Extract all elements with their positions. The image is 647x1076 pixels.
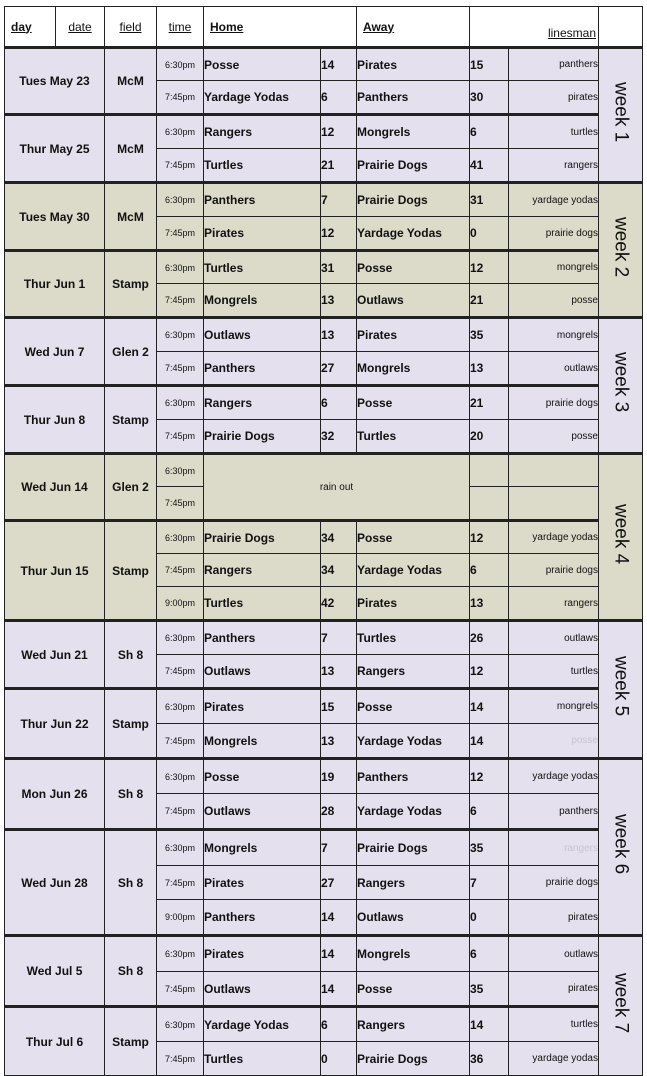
- away-team-cell: Mongrels: [357, 352, 470, 386]
- home-score-cell: 14: [321, 936, 357, 972]
- away-score-cell: 6: [470, 936, 509, 972]
- time-cell: 6:30pm: [157, 386, 204, 420]
- away-score-cell: 20: [470, 420, 509, 454]
- home-team-cell: Pirates: [204, 866, 321, 900]
- game-row: [5, 115, 643, 149]
- time-cell: 6:30pm: [157, 1007, 204, 1042]
- home-score-cell: 7: [321, 830, 357, 866]
- game-row: [5, 251, 643, 284]
- away-score-cell: 14: [470, 1007, 509, 1042]
- away-score-cell: 21: [470, 284, 509, 318]
- time-cell: 7:45pm: [157, 724, 204, 759]
- week-label: week 7: [610, 972, 632, 1034]
- week-label-cell: [599, 936, 643, 1076]
- header-row: [5, 7, 643, 48]
- time-cell: 7:45pm: [157, 284, 204, 318]
- time-cell: 6:30pm: [157, 454, 204, 487]
- linesman-cell: panthers: [509, 48, 599, 81]
- away-score-cell: 31: [470, 183, 509, 217]
- linesman-cell: [509, 454, 599, 487]
- day-date-cell: Thur Jun 8: [5, 386, 105, 454]
- home-score-cell: 0: [321, 1042, 357, 1076]
- day-date-cell: Thur Jun 1: [5, 251, 105, 318]
- home-team-cell: Rangers: [204, 554, 321, 587]
- away-score-cell: 14: [470, 689, 509, 724]
- field-cell: Stamp: [105, 1007, 157, 1076]
- linesman-cell: mongrels: [509, 689, 599, 724]
- linesman-cell: rangers: [509, 149, 599, 183]
- header-day: day: [5, 7, 56, 48]
- home-score-cell: 31: [321, 251, 357, 284]
- home-score-cell: 6: [321, 386, 357, 420]
- field-cell: McM: [105, 115, 157, 183]
- away-team-cell: Posse: [357, 521, 470, 554]
- away-team-cell: Posse: [357, 251, 470, 284]
- week-label-cell: [599, 454, 643, 621]
- away-score-cell: 6: [470, 115, 509, 149]
- day-date-cell: Tues May 30: [5, 183, 105, 251]
- linesman-cell: mongrels: [509, 251, 599, 284]
- week-label: week 4: [610, 503, 632, 565]
- schedule-body: [5, 7, 643, 1076]
- away-score-cell: 12: [470, 655, 509, 689]
- time-cell: 6:30pm: [157, 521, 204, 554]
- home-score-cell: 12: [321, 217, 357, 251]
- away-team-cell: Mongrels: [357, 936, 470, 972]
- time-cell: 6:30pm: [157, 183, 204, 217]
- field-cell: McM: [105, 48, 157, 115]
- time-cell: 7:45pm: [157, 866, 204, 900]
- time-cell: 6:30pm: [157, 318, 204, 352]
- game-row: [5, 48, 643, 81]
- linesman-cell: yardage yodas: [509, 759, 599, 794]
- day-date-cell: Thur Jun 22: [5, 689, 105, 759]
- home-score-cell: 14: [321, 48, 357, 81]
- game-row: [5, 689, 643, 724]
- home-score-cell: 34: [321, 521, 357, 554]
- away-score-cell: 36: [470, 1042, 509, 1076]
- game-row: [5, 759, 643, 794]
- away-team-cell: Outlaws: [357, 900, 470, 936]
- home-score-cell: 27: [321, 352, 357, 386]
- home-team-cell: Prairie Dogs: [204, 420, 321, 454]
- game-row: [5, 183, 643, 217]
- home-team-cell: Yardage Yodas: [204, 1007, 321, 1042]
- away-team-cell: Yardage Yodas: [357, 724, 470, 759]
- home-team-cell: Yardage Yodas: [204, 81, 321, 115]
- away-score-cell: [470, 487, 509, 521]
- schedule-table: [4, 6, 643, 1076]
- day-date-cell: Wed Jun 14: [5, 454, 105, 521]
- home-score-cell: 13: [321, 318, 357, 352]
- linesman-cell: outlaws: [509, 621, 599, 655]
- home-score-cell: 6: [321, 81, 357, 115]
- header-field: field: [105, 7, 157, 48]
- home-score-cell: 12: [321, 115, 357, 149]
- home-team-cell: Outlaws: [204, 655, 321, 689]
- away-score-cell: 12: [470, 251, 509, 284]
- week-label: week 1: [610, 81, 632, 143]
- away-team-cell: Yardage Yodas: [357, 794, 470, 830]
- away-score-cell: 15: [470, 48, 509, 81]
- header-week-blank: [599, 7, 643, 48]
- home-team-cell: Posse: [204, 759, 321, 794]
- away-team-cell: Pirates: [357, 48, 470, 81]
- away-team-cell: Pirates: [357, 318, 470, 352]
- away-team-cell: Turtles: [357, 621, 470, 655]
- away-team-cell: Pirates: [357, 587, 470, 621]
- home-score-cell: 27: [321, 866, 357, 900]
- time-cell: 9:00pm: [157, 587, 204, 621]
- field-cell: Glen 2: [105, 318, 157, 386]
- day-date-cell: Thur May 25: [5, 115, 105, 183]
- home-team-cell: Pirates: [204, 689, 321, 724]
- away-team-cell: Outlaws: [357, 284, 470, 318]
- time-cell: 7:45pm: [157, 420, 204, 454]
- linesman-cell: turtles: [509, 1007, 599, 1042]
- away-score-cell: 6: [470, 554, 509, 587]
- time-cell: 6:30pm: [157, 48, 204, 81]
- field-cell: McM: [105, 183, 157, 251]
- linesman-cell: prairie dogs: [509, 554, 599, 587]
- home-score-cell: 19: [321, 759, 357, 794]
- time-cell: 7:45pm: [157, 352, 204, 386]
- home-team-cell: Pirates: [204, 217, 321, 251]
- home-team-cell: Turtles: [204, 1042, 321, 1076]
- away-score-cell: 14: [470, 724, 509, 759]
- field-cell: Glen 2: [105, 454, 157, 521]
- linesman-cell: outlaws: [509, 352, 599, 386]
- away-team-cell: Yardage Yodas: [357, 217, 470, 251]
- home-score-cell: 14: [321, 972, 357, 1007]
- linesman-cell: posse: [509, 420, 599, 454]
- linesman-cell: prairie dogs: [509, 386, 599, 420]
- linesman-cell: prairie dogs: [509, 866, 599, 900]
- week-label-cell: [599, 183, 643, 318]
- home-score-cell: 28: [321, 794, 357, 830]
- day-date-cell: Thur Jun 15: [5, 521, 105, 621]
- field-cell: Sh 8: [105, 759, 157, 830]
- away-team-cell: Posse: [357, 386, 470, 420]
- header-linesman: linesman: [470, 7, 599, 48]
- linesman-cell: panthers: [509, 794, 599, 830]
- away-score-cell: 12: [470, 521, 509, 554]
- away-team-cell: Prairie Dogs: [357, 830, 470, 866]
- week-label: week 6: [610, 813, 632, 875]
- time-cell: 6:30pm: [157, 759, 204, 794]
- time-cell: 7:45pm: [157, 1042, 204, 1076]
- home-team-cell: Posse: [204, 48, 321, 81]
- field-cell: Sh 8: [105, 830, 157, 936]
- away-score-cell: 7: [470, 866, 509, 900]
- away-team-cell: Posse: [357, 972, 470, 1007]
- game-row: [5, 936, 643, 972]
- linesman-cell: posse: [509, 284, 599, 318]
- home-score-cell: 21: [321, 149, 357, 183]
- home-team-cell: Prairie Dogs: [204, 521, 321, 554]
- day-date-cell: Wed Jun 21: [5, 621, 105, 689]
- week-label-cell: [599, 759, 643, 936]
- field-cell: Stamp: [105, 521, 157, 621]
- home-team-cell: Panthers: [204, 621, 321, 655]
- header-date: date: [56, 7, 105, 48]
- home-score-cell: 34: [321, 554, 357, 587]
- linesman-cell: posse: [509, 724, 599, 759]
- away-score-cell: 6: [470, 794, 509, 830]
- away-score-cell: [470, 454, 509, 487]
- time-cell: 7:45pm: [157, 149, 204, 183]
- home-score-cell: 13: [321, 655, 357, 689]
- away-team-cell: Mongrels: [357, 115, 470, 149]
- week-label: week 2: [610, 216, 632, 278]
- away-team-cell: Rangers: [357, 1007, 470, 1042]
- away-score-cell: 26: [470, 621, 509, 655]
- day-date-cell: Tues May 23: [5, 48, 105, 115]
- header-away: Away: [357, 7, 470, 48]
- away-score-cell: 13: [470, 352, 509, 386]
- home-team-cell: Turtles: [204, 149, 321, 183]
- rain-out-cell: rain out: [204, 454, 470, 521]
- linesman-cell: rangers: [509, 587, 599, 621]
- linesman-cell: rangers: [509, 830, 599, 866]
- time-cell: 9:00pm: [157, 900, 204, 936]
- field-cell: Stamp: [105, 386, 157, 454]
- header-home: Home: [204, 7, 357, 48]
- home-team-cell: Mongrels: [204, 830, 321, 866]
- time-cell: 7:45pm: [157, 81, 204, 115]
- day-date-cell: Wed Jun 28: [5, 830, 105, 936]
- time-cell: 6:30pm: [157, 830, 204, 866]
- home-team-cell: Panthers: [204, 900, 321, 936]
- game-row: [5, 830, 643, 866]
- day-date-cell: Wed Jun 7: [5, 318, 105, 386]
- away-team-cell: Panthers: [357, 759, 470, 794]
- game-row: [5, 521, 643, 554]
- field-cell: Stamp: [105, 251, 157, 318]
- time-cell: 7:45pm: [157, 554, 204, 587]
- game-row: [5, 621, 643, 655]
- away-team-cell: Prairie Dogs: [357, 183, 470, 217]
- time-cell: 7:45pm: [157, 655, 204, 689]
- home-team-cell: Turtles: [204, 587, 321, 621]
- week-label: week 5: [610, 656, 632, 717]
- linesman-cell: [509, 487, 599, 521]
- away-score-cell: 35: [470, 830, 509, 866]
- home-team-cell: Mongrels: [204, 724, 321, 759]
- time-cell: 6:30pm: [157, 936, 204, 972]
- time-cell: 7:45pm: [157, 972, 204, 1007]
- home-score-cell: 7: [321, 183, 357, 217]
- week-label-cell: [599, 318, 643, 454]
- linesman-cell: yardage yodas: [509, 183, 599, 217]
- game-row: [5, 1007, 643, 1042]
- time-cell: 7:45pm: [157, 794, 204, 830]
- week-label-cell: [599, 48, 643, 183]
- linesman-cell: prairie dogs: [509, 217, 599, 251]
- field-cell: Sh 8: [105, 621, 157, 689]
- field-cell: Stamp: [105, 689, 157, 759]
- home-score-cell: 32: [321, 420, 357, 454]
- away-team-cell: Panthers: [357, 81, 470, 115]
- home-score-cell: 15: [321, 689, 357, 724]
- away-score-cell: 30: [470, 81, 509, 115]
- linesman-cell: pirates: [509, 81, 599, 115]
- time-cell: 7:45pm: [157, 487, 204, 521]
- game-row: [5, 318, 643, 352]
- home-score-cell: 13: [321, 284, 357, 318]
- linesman-cell: pirates: [509, 972, 599, 1007]
- away-team-cell: Yardage Yodas: [357, 554, 470, 587]
- game-row: [5, 454, 643, 487]
- away-team-cell: Posse: [357, 689, 470, 724]
- home-team-cell: Rangers: [204, 115, 321, 149]
- away-team-cell: Rangers: [357, 655, 470, 689]
- away-team-cell: Prairie Dogs: [357, 1042, 470, 1076]
- day-date-cell: Thur Jul 6: [5, 1007, 105, 1076]
- week-label-cell: [599, 621, 643, 759]
- home-score-cell: 13: [321, 724, 357, 759]
- away-score-cell: 35: [470, 972, 509, 1007]
- away-score-cell: 21: [470, 386, 509, 420]
- linesman-cell: yardage yodas: [509, 1042, 599, 1076]
- home-team-cell: Mongrels: [204, 284, 321, 318]
- home-score-cell: 6: [321, 1007, 357, 1042]
- week-label: week 3: [610, 352, 632, 413]
- linesman-cell: turtles: [509, 655, 599, 689]
- home-team-cell: Outlaws: [204, 972, 321, 1007]
- away-score-cell: 35: [470, 318, 509, 352]
- home-team-cell: Outlaws: [204, 794, 321, 830]
- away-score-cell: 0: [470, 217, 509, 251]
- away-team-cell: Prairie Dogs: [357, 149, 470, 183]
- time-cell: 7:45pm: [157, 217, 204, 251]
- linesman-cell: turtles: [509, 115, 599, 149]
- linesman-cell: pirates: [509, 900, 599, 936]
- home-score-cell: 14: [321, 900, 357, 936]
- home-team-cell: Pirates: [204, 936, 321, 972]
- day-date-cell: Wed Jul 5: [5, 936, 105, 1007]
- home-score-cell: 7: [321, 621, 357, 655]
- field-cell: Sh 8: [105, 936, 157, 1007]
- away-score-cell: 41: [470, 149, 509, 183]
- linesman-cell: outlaws: [509, 936, 599, 972]
- home-score-cell: 42: [321, 587, 357, 621]
- header-time: time: [157, 7, 204, 48]
- time-cell: 6:30pm: [157, 251, 204, 284]
- home-team-cell: Rangers: [204, 386, 321, 420]
- time-cell: 6:30pm: [157, 689, 204, 724]
- away-team-cell: Rangers: [357, 866, 470, 900]
- home-team-cell: Panthers: [204, 183, 321, 217]
- home-team-cell: Outlaws: [204, 318, 321, 352]
- away-score-cell: 12: [470, 759, 509, 794]
- home-team-cell: Panthers: [204, 352, 321, 386]
- home-team-cell: Turtles: [204, 251, 321, 284]
- away-team-cell: Turtles: [357, 420, 470, 454]
- away-score-cell: 13: [470, 587, 509, 621]
- linesman-cell: yardage yodas: [509, 521, 599, 554]
- time-cell: 6:30pm: [157, 115, 204, 149]
- day-date-cell: Mon Jun 26: [5, 759, 105, 830]
- linesman-cell: mongrels: [509, 318, 599, 352]
- away-score-cell: 0: [470, 900, 509, 936]
- game-row: [5, 386, 643, 420]
- time-cell: 6:30pm: [157, 621, 204, 655]
